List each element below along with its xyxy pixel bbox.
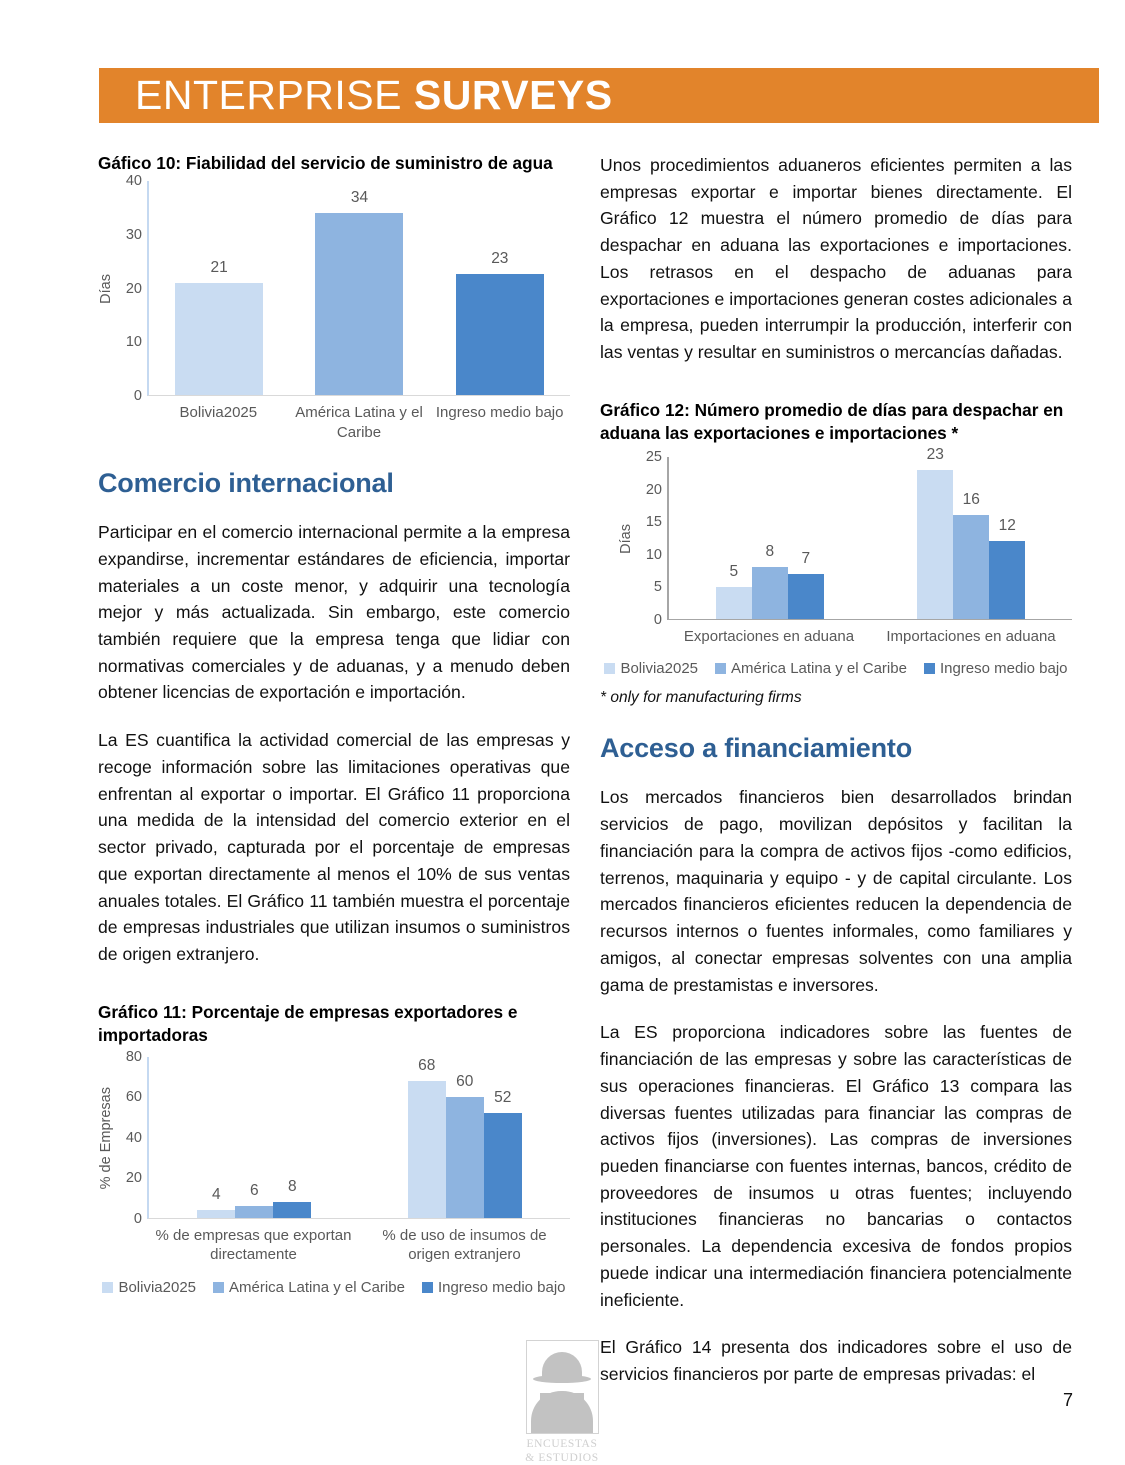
- bar-value-label: 60: [456, 1073, 474, 1091]
- bar-group: [430, 181, 570, 395]
- page-number: 7: [1062, 1390, 1073, 1410]
- bar-value-label: 8: [287, 1177, 297, 1195]
- ytick: 20: [125, 280, 142, 297]
- paragraph-comercio-1: Participar en el comercio internacional permite a la empresa expandirse, incrementar estándares de eficiencia, importar materiales a un coste menor, y adquirir una tecnología mejor y más actualizada. Sin embargo, este comercio también requiere que la empresa tenga que lidiar con normativas comerciales y de aduanas, y a menudo deben obtener licencias de exportación e importación.: [98, 522, 570, 703]
- chart-grafico-10-plot: [147, 181, 570, 396]
- chart-grafico-10-yticks: [117, 173, 147, 405]
- bar-group: [669, 457, 871, 619]
- bar: [716, 562, 752, 619]
- chart-grafico-11-title: Gráfico 11: Porcentaje de empresas exportadores e importadoras: [98, 1001, 518, 1045]
- ytick: 0: [653, 611, 662, 628]
- bar-value-label: 12: [998, 517, 1016, 535]
- legend-label: América Latina y el Caribe: [731, 660, 907, 678]
- xlabel: Exportaciones en aduana: [683, 627, 855, 645]
- bar: [235, 1181, 273, 1218]
- bar-value-label: 23: [926, 445, 944, 463]
- bar: [456, 250, 544, 395]
- ytick: 0: [133, 388, 142, 405]
- legend-label: Ingreso medio bajo: [437, 1278, 566, 1296]
- ytick: 20: [125, 1170, 142, 1187]
- chart-grafico-11-xlabels: [98, 1226, 570, 1265]
- legend-swatch-icon: [102, 1282, 113, 1293]
- bar-value-label: 34: [350, 189, 369, 207]
- watermark-line-2: & ESTUDIOS: [525, 1452, 599, 1465]
- ytick: 5: [653, 579, 662, 596]
- bar-group: [289, 181, 429, 395]
- chart-grafico-10: [98, 152, 570, 442]
- chart-grafico-12-legend: [600, 660, 1072, 677]
- chart-grafico-12-plot: [667, 445, 1072, 620]
- paragraph-aduanas-1: Unos procedimientos aduaneros eficientes permiten a las empresas exportar e importar bienes directamente. El Gráfico 12 muestra el número promedio de días para despachar en aduana las exportaciones e importaciones. Los retrasos en el despacho de aduanas para exportaciones e importaciones generan costes adicionales a la empresa, pueden interrumpir la producción, interferir con las ventas y resultar en suministros o mercancías dañadas.: [600, 155, 1072, 363]
- paragraph-financiamiento-3: El Gráfico 14 presenta dos indicadores sobre el uso de servicios financieros por parte de empresas privadas: el: [600, 1337, 1072, 1385]
- ytick: 60: [125, 1089, 142, 1106]
- xlabel: Ingreso medio bajo: [435, 404, 564, 422]
- ytick: 25: [645, 448, 662, 465]
- bar-group: [871, 445, 1073, 619]
- bar-value-label: 23: [491, 250, 509, 268]
- legend-swatch-icon: [604, 663, 615, 674]
- chart-grafico-10-plot-area: [98, 173, 570, 405]
- banner-title: [99, 72, 613, 119]
- legend-item: [924, 660, 1068, 677]
- legend-item: [102, 1279, 196, 1296]
- banner-word-surveys: SURVEYS: [413, 72, 613, 118]
- bar-value-label: 52: [494, 1089, 512, 1107]
- watermark-line-1: ENCUESTAS: [526, 1438, 598, 1450]
- enterprise-surveys-banner: [99, 68, 1099, 123]
- legend-label: América Latina y el Caribe: [229, 1278, 405, 1296]
- paragraph-comercio-2: La ES cuantifica la actividad comercial de las empresas y recoge información sobre las limitaciones operativas que enfrentan al exportar o importar. El Gráfico 11 proporciona una medida de la intensidad del comercio exterior en el sector privado, capturada por el porcentaje de empresas que exportan directamente al menos el 10% de sus ventas anuales totales. El Gráfico 11 también muestra el porcentaje de empresas industriales que utilizan insumos o suministros de origen extranjero.: [98, 730, 570, 965]
- right-column: [600, 152, 1072, 1409]
- chart-grafico-10-ylabel: Días: [98, 273, 114, 304]
- bar: [917, 445, 953, 619]
- chart-grafico-11-plot-area: [98, 1048, 570, 1227]
- watermark-text: [521, 1437, 603, 1465]
- bar-value-label: 21: [210, 258, 228, 276]
- chart-grafico-11-ylabel: % de Empresas: [98, 1086, 114, 1190]
- xlabel: % de empresas que exportan directamente: [155, 1226, 352, 1264]
- paragraph-financiamiento-2: La ES proporciona indicadores sobre las fuentes de financiación de las empresas y sobre las características de sus operaciones financieras. El Gráfico 13 compara las diversas fuentes utilizadas para financiar las compras de activos fijos (inversiones). Las compras de inversiones pueden financiarse con fuentes internas, bancos, crédito de proveedores de insumos u otras fuentes; incluyendo instituciones financieras no bancarias o contactos personales. La dependencia excesiva de fondos propios puede indicar una intermediación financiera potencialmente ineficiente.: [600, 1022, 1072, 1310]
- left-column: [98, 152, 570, 1296]
- legend-label: Ingreso medio bajo: [939, 660, 1068, 678]
- chart-grafico-12-footnote: * only for manufacturing firms: [600, 689, 802, 707]
- silhouette-figure-icon: [526, 1340, 599, 1434]
- paragraph-financiamiento-1: Los mercados financieros bien desarrollados brindan servicios de pago, movilizan depósitos y facilitan la financiación para la compra de activos fijos -como edificios, terrenos, maquinaria y equipo - y de capital circulante. Los mercados financieros eficientes reducen la dependencia de recursos internos o fuentes informales, como familiares y amigos, al conectar empresas solventes con una amplia gama de prestamistas e inversores.: [600, 787, 1072, 995]
- bar: [484, 1089, 522, 1218]
- xlabel: Bolivia2025: [179, 404, 258, 422]
- bar-value-label: 7: [801, 549, 811, 567]
- bar: [197, 1185, 235, 1218]
- chart-grafico-12-yticks: [637, 448, 667, 628]
- chart-grafico-12: [600, 399, 1072, 708]
- legend-label: Bolivia2025: [118, 1278, 197, 1296]
- banner-word-enterprise: ENTERPRISE: [135, 72, 402, 118]
- chart-grafico-12-plot-area: [600, 445, 1072, 628]
- xlabel: América Latina y el Caribe: [295, 404, 423, 441]
- encuestas-estudios-watermark: [521, 1340, 603, 1465]
- bar: [315, 189, 403, 395]
- bar-value-label: 6: [249, 1181, 259, 1199]
- bar: [953, 491, 989, 619]
- legend-swatch-icon: [422, 1282, 433, 1293]
- chart-grafico-11-legend: [98, 1279, 570, 1296]
- ytick: 20: [645, 481, 662, 498]
- section-heading-comercio-internacional: Comercio internacional: [98, 468, 394, 499]
- chart-grafico-10-xlabels: [98, 403, 570, 442]
- bar: [446, 1073, 484, 1218]
- bar: [175, 258, 263, 395]
- ytick: 15: [645, 514, 662, 531]
- chart-grafico-11: [98, 1001, 570, 1296]
- bar: [273, 1177, 311, 1218]
- bar: [408, 1057, 446, 1218]
- ytick: 30: [125, 226, 142, 243]
- xlabel: Importaciones en aduana: [886, 627, 1056, 645]
- legend-swatch-icon: [213, 1282, 224, 1293]
- bar-group: [149, 1057, 360, 1218]
- bar-value-label: 68: [418, 1057, 436, 1075]
- legend-swatch-icon: [924, 663, 935, 674]
- chart-grafico-11-yticks: [117, 1048, 147, 1227]
- ytick: 40: [125, 1129, 142, 1146]
- legend-swatch-icon: [715, 663, 726, 674]
- legend-item: [604, 660, 698, 677]
- bar-value-label: 4: [211, 1185, 221, 1203]
- legend-item: [422, 1279, 566, 1296]
- bar-value-label: 16: [962, 491, 980, 509]
- xlabel: % de uso de insumos de origen extranjero: [382, 1226, 547, 1264]
- legend-item: [213, 1279, 405, 1296]
- legend-item: [715, 660, 907, 677]
- bar-group: [149, 181, 289, 395]
- ytick: 80: [125, 1048, 142, 1065]
- chart-grafico-12-title: Gráfico 12: Número promedio de días para despachar en aduana las exportaciones e importaciones *: [600, 399, 1064, 443]
- chart-grafico-12-ylabel: Días: [618, 523, 634, 554]
- bar: [752, 543, 788, 619]
- legend-label: Bolivia2025: [620, 660, 699, 678]
- ytick: 0: [133, 1210, 142, 1227]
- chart-grafico-11-plot: [147, 1057, 570, 1219]
- ytick: 10: [645, 546, 662, 563]
- bar-value-label: 5: [729, 562, 739, 580]
- ytick: 40: [125, 173, 142, 190]
- bar: [788, 549, 824, 619]
- bar-value-label: 8: [765, 543, 775, 561]
- chart-grafico-10-title: Gáfico 10: Fiabilidad del servicio de suministro de agua: [98, 153, 553, 173]
- section-heading-acceso-financiamiento: Acceso a financiamiento: [600, 733, 913, 764]
- ytick: 10: [125, 334, 142, 351]
- chart-grafico-12-xlabels: [600, 627, 1072, 647]
- bar-group: [360, 1057, 571, 1218]
- bar: [989, 517, 1025, 619]
